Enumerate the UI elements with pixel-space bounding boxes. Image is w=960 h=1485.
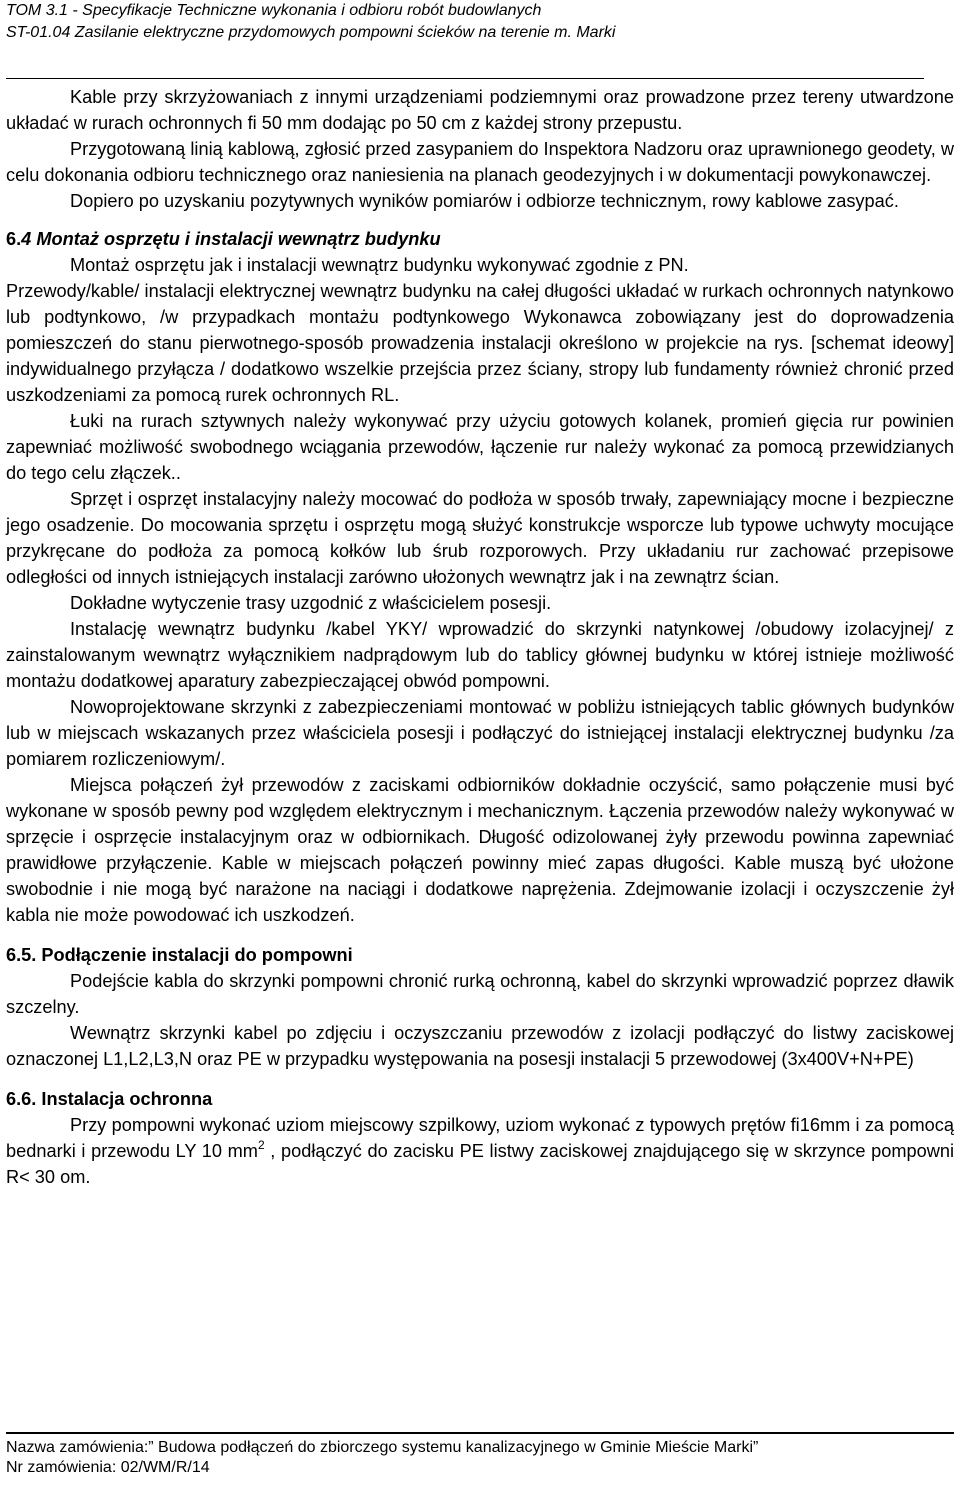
section-title: Podłączenie instalacji do pompowni	[41, 945, 353, 965]
footer-line-1: Nazwa zamówienia:” Budowa podłączeń do zbiorczego systemu kanalizacyjnego w Gminie Mieście Marki”	[6, 1439, 759, 1456]
paragraph: Przygotowaną linią kablową, zgłosić przed zasypaniem do Inspektora Nadzoru oraz uprawnionego geodety, w celu dokonania odbioru technicznego oraz naniesienia na planach geodezyjnych i w dokumentacji powykonawczej.	[6, 139, 954, 185]
section-number: 6.5.	[6, 945, 37, 965]
paragraph: Miejsca połączeń żył przewodów z zaciskami odbiorników dokładnie oczyścić, samo połączenie musi być wykonane w sposób pewny pod względem elektrycznym i mechanicznym. Łączenia przewodów należy wykonywać w sprzęcie i osprzęcie instalacyjnym oraz w odbiornikach. Długość odizolowanej żyły przewodu powinna zapewniać prawidłowe przyłączenie. Kable w miejscach połączeń powinny mieć zapas długości. Kable muszą być ułożone swobodnie i nie mogą być narażone na naciągi i dodatkowe naprężenia. Zdejmowanie izolacji i oczyszczenie żył kabla nie może powodować ich uszkodzeń.	[6, 775, 954, 925]
paragraph: Instalację wewnątrz budynku /kabel YKY/ wprowadzić do skrzynki natynkowej /obudowy izolacyjnej/ z zainstalowanym wewnątrz wyłącznikiem nadprądowym lub do tablicy głównej budynku w której istnieje możliwość montażu dodatkowej aparatury zabezpieczającej obwód pompowni.	[6, 619, 954, 691]
paragraph: Dopiero po uzyskaniu pozytywnych wyników pomiarów i odbiorze technicznym, rowy kablowe zasypać.	[70, 191, 899, 211]
paragraph: Dokładne wytyczenie trasy uzgodnić z właścicielem posesji.	[70, 593, 552, 613]
paragraph: Sprzęt i osprzęt instalacyjny należy mocować do podłoża w sposób trwały, zapewniający mocne i bezpieczne jego osadzenie. Do mocowania sprzętu i osprzętu mogą służyć konstrukcje wsporcze lub typowe uchwyty mocujące przykręcane do podłoża za pomocą kołków lub śrub rozporowych. Przy układaniu rur zachować przepisowe odległości od innych istniejących instalacji zarówno ułożonych wewnątrz jak i na zewnątrz ścian.	[6, 489, 954, 587]
paragraph: Wewnątrz skrzynki kabel po zdjęciu i oczyszczaniu przewodów z izolacji podłączyć do listwy zaciskowej oznaczonej L1,L2,L3,N oraz PE w przypadku występowania na posesji instalacji 5 przewodowej (3x400V+N+PE)	[6, 1023, 954, 1069]
section-number: 6.	[6, 229, 22, 249]
page-footer	[6, 1438, 954, 1478]
footer-divider	[6, 1432, 954, 1434]
paragraph: Kable przy skrzyżowaniach z innymi urządzeniami podziemnymi oraz prowadzone przez tereny utwardzone układać w rurach ochronnych fi 50 mm dodając po 50 cm z każdej strony przepustu.	[6, 87, 954, 133]
paragraph	[6, 1112, 954, 1190]
footer-line-2: Nr zamówienia: 02/WM/R/14	[6, 1459, 210, 1476]
section-title: Instalacja ochronna	[41, 1089, 213, 1109]
paragraph-text: , podłączyć do zacisku PE listwy zaciskowej znajdującego się w skrzynce pompowni R< 30 om.	[6, 1141, 955, 1187]
paragraph: Nowoprojektowane skrzynki z zabezpieczeniami montować w pobliżu istniejących tablic głównych budynków lub w miejscach wskazanych przez właściciela posesji i podłączyć do istniejącej instalacji elektrycznej budynku /za pomiarem rozliczeniowym/.	[6, 697, 954, 769]
section-number: 6.6.	[6, 1089, 37, 1109]
header-line-2: ST-01.04 Zasilanie elektryczne przydomowych pompowni ścieków na terenie m. Marki	[6, 24, 616, 41]
header-line-1: TOM 3.1 - Specyfikacje Techniczne wykonania i odbioru robót budowlanych	[6, 2, 542, 19]
document-body	[6, 84, 954, 1190]
paragraph: Łuki na rurach sztywnych należy wykonywać przy użyciu gotowych kolanek, promień gięcia rur powinien zapewniać możliwość swobodnego wciągania przewodów, łączenie rur należy wykonać za pomocą przewidzianych do tego celu złączek..	[6, 411, 954, 483]
paragraph: Przewody/kable/ instalacji elektrycznej wewnątrz budynku na całej długości układać w rurkach ochronnych natynkowo lub podtynkowo, /w przypadkach montażu podtynkowego Wykonawca zobowiązany jest do doprowadzenia pomieszczeń do stanu pierwotnego-sposób prowadzenia instalacji określono w projekcie na rys. [schemat ideowy] indywidualnego przyłącza / dodatkowo wszelkie przejścia przez ściany, stropy lub fundamenty również chronić przed uszkodzeniami za pomocą rurek ochronnych RL.	[6, 281, 954, 405]
section-heading-6-6	[6, 1086, 954, 1112]
section-heading-6-4	[6, 226, 954, 252]
section-heading-6-5	[6, 942, 954, 968]
paragraph-text: Przy pompowni wykonać uziom miejscowy szpilkowy, uziom wykonać z typowych prętów fi16mm i za pomocą bednarki i przewodu LY 10 mm	[6, 1115, 954, 1161]
superscript: 2	[257, 1138, 265, 1152]
header-divider	[6, 78, 924, 79]
paragraph: Podejście kabla do skrzynki pompowni chronić rurką ochronną, kabel do skrzynki wprowadzić poprzez dławik szczelny.	[6, 971, 954, 1017]
paragraph: Montaż osprzętu jak i instalacji wewnątrz budynku wykonywać zgodnie z PN.	[70, 255, 689, 275]
page-header	[6, 0, 946, 44]
section-title: 4 Montaż osprzętu i instalacji wewnątrz budynku	[21, 229, 441, 249]
